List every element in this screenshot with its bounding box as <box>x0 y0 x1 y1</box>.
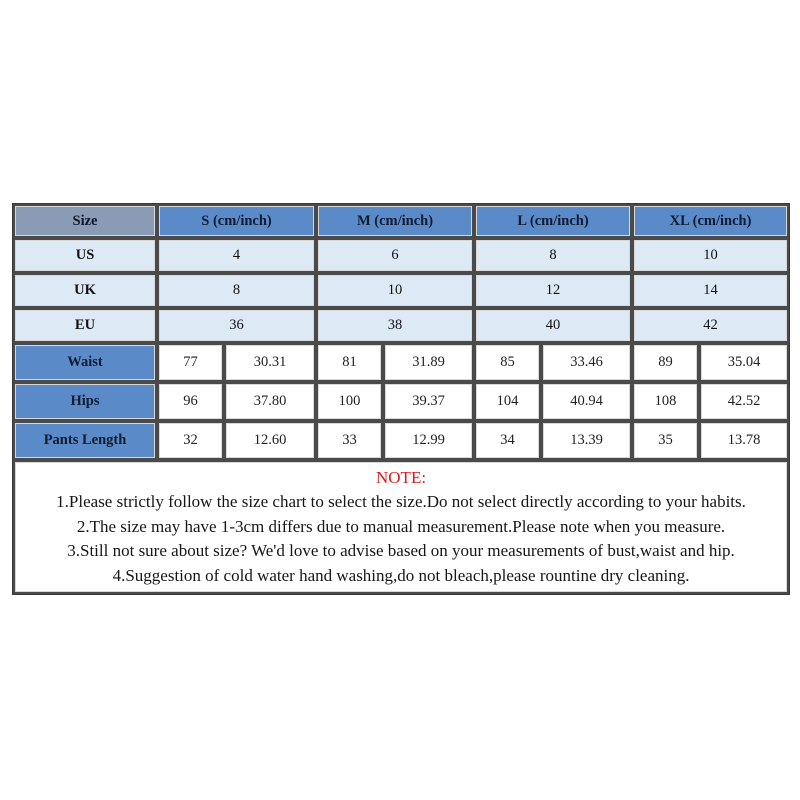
row-label-pants-length: Pants Length <box>13 421 157 460</box>
hips-s-inch: 37.80 <box>224 382 316 421</box>
row-label-hips: Hips <box>13 382 157 421</box>
eu-s-value: 36 <box>157 308 316 343</box>
waist-l-inch: 33.46 <box>541 343 632 382</box>
hips-l-cm: 104 <box>474 382 541 421</box>
pants-length-l-inch: 13.39 <box>541 421 632 460</box>
row-label-waist: Waist <box>13 343 157 382</box>
hips-row <box>13 382 789 421</box>
pants-length-s-inch: 12.60 <box>224 421 316 460</box>
us-xl-value: 10 <box>632 238 789 273</box>
us-l-value: 8 <box>474 238 632 273</box>
pants-length-xl-cm: 35 <box>632 421 699 460</box>
row-label-us: US <box>13 238 157 273</box>
us-m-value: 6 <box>316 238 474 273</box>
us-s-value: 4 <box>157 238 316 273</box>
note-line-4: 4.Suggestion of cold water hand washing,do not bleach,please rountine dry cleaning. <box>112 565 690 585</box>
row-label-uk: UK <box>13 273 157 308</box>
pants-length-m-inch: 12.99 <box>383 421 474 460</box>
uk-m-value: 10 <box>316 273 474 308</box>
waist-m-cm: 81 <box>316 343 383 382</box>
size-m-header: M (cm/inch) <box>316 204 474 238</box>
pants-length-row <box>13 421 789 460</box>
eu-xl-value: 42 <box>632 308 789 343</box>
uk-s-value: 8 <box>157 273 316 308</box>
note-line-3: 3.Still not sure about size? We'd love to advise based on your measurements of bust,waist and hip. <box>67 541 735 561</box>
note-row <box>13 460 789 594</box>
hips-s-cm: 96 <box>157 382 224 421</box>
waist-xl-inch: 35.04 <box>699 343 789 382</box>
waist-l-cm: 85 <box>474 343 541 382</box>
hips-l-inch: 40.94 <box>541 382 632 421</box>
pants-length-m-cm: 33 <box>316 421 383 460</box>
size-column-header: Size <box>13 204 157 238</box>
header-row <box>13 204 789 238</box>
pants-length-xl-inch: 13.78 <box>699 421 789 460</box>
uk-l-value: 12 <box>474 273 632 308</box>
us-row <box>13 238 789 273</box>
size-l-header: L (cm/inch) <box>474 204 632 238</box>
eu-row <box>13 308 789 343</box>
uk-row <box>13 273 789 308</box>
hips-xl-cm: 108 <box>632 382 699 421</box>
hips-m-cm: 100 <box>316 382 383 421</box>
note-line-2: 2.The size may have 1-3cm differs due to manual measurement.Please note when you measure. <box>76 516 726 536</box>
row-label-eu: EU <box>13 308 157 343</box>
size-s-header: S (cm/inch) <box>157 204 316 238</box>
waist-m-inch: 31.89 <box>383 343 474 382</box>
size-table <box>12 203 790 595</box>
note-title: NOTE: <box>376 467 427 487</box>
note-box <box>13 460 789 594</box>
eu-m-value: 38 <box>316 308 474 343</box>
hips-m-inch: 39.37 <box>383 382 474 421</box>
waist-s-inch: 30.31 <box>224 343 316 382</box>
note-line-1: 1.Please strictly follow the size chart to select the size.Do not select directly according to your habits. <box>56 492 746 512</box>
waist-s-cm: 77 <box>157 343 224 382</box>
waist-row <box>13 343 789 382</box>
pants-length-s-cm: 32 <box>157 421 224 460</box>
size-chart <box>12 203 788 595</box>
waist-xl-cm: 89 <box>632 343 699 382</box>
eu-l-value: 40 <box>474 308 632 343</box>
uk-xl-value: 14 <box>632 273 789 308</box>
pants-length-l-cm: 34 <box>474 421 541 460</box>
hips-xl-inch: 42.52 <box>699 382 789 421</box>
size-xl-header: XL (cm/inch) <box>632 204 789 238</box>
